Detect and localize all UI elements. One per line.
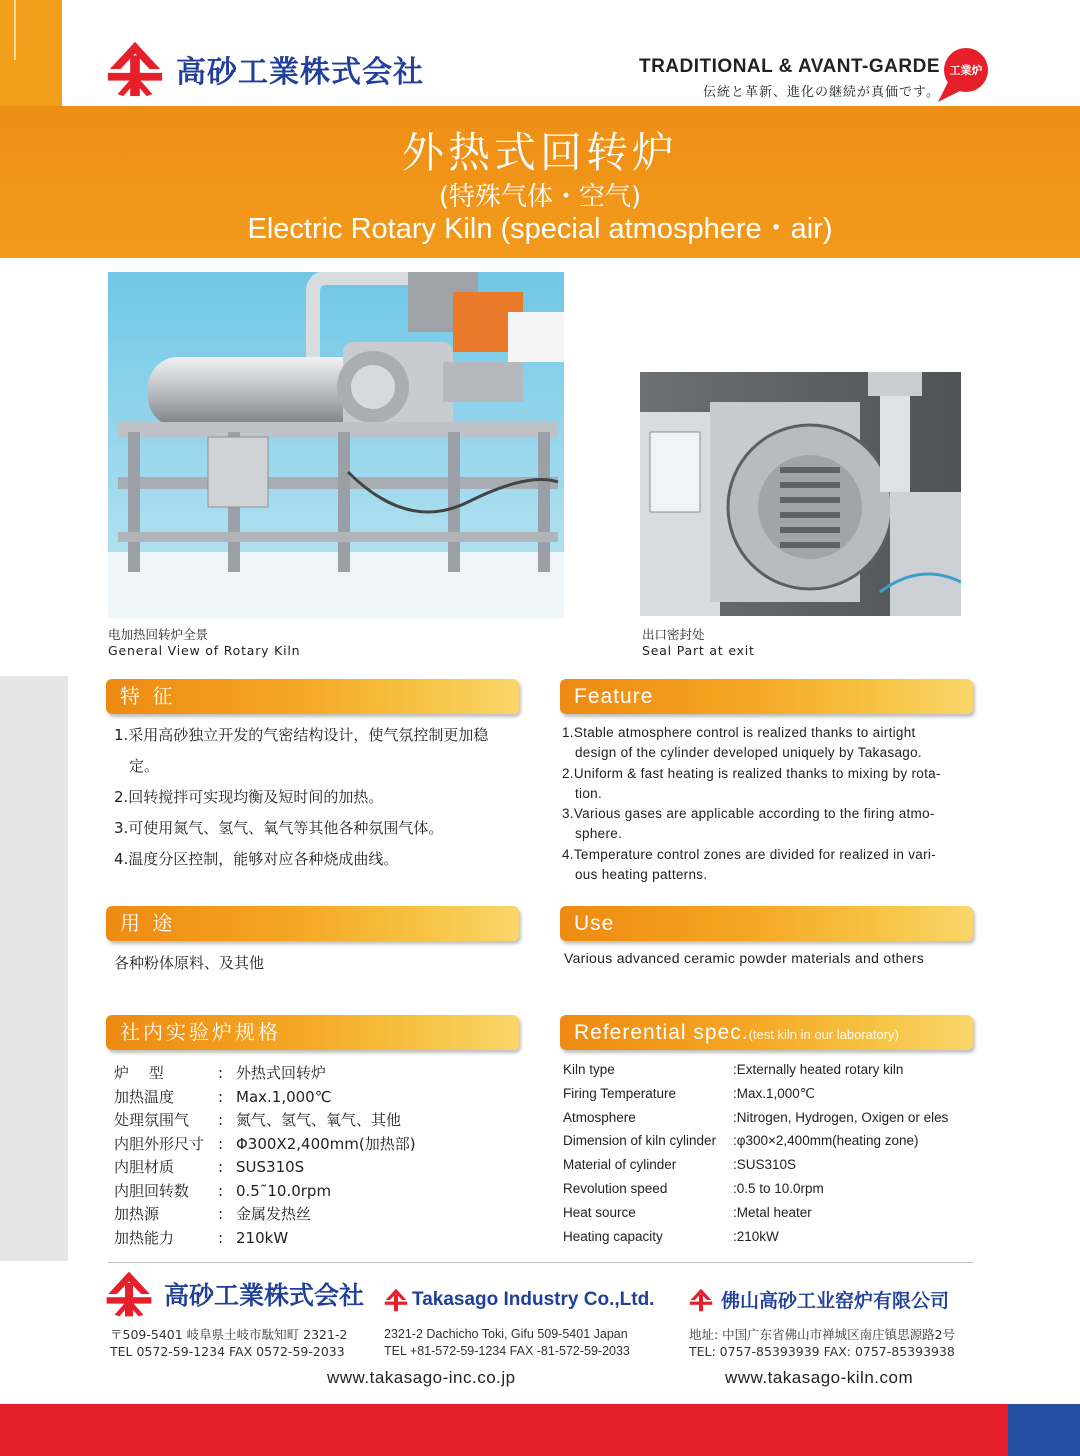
table-row [563, 1177, 948, 1201]
footer-logo-cn [689, 1286, 949, 1313]
takasago-logo-icon [689, 1288, 713, 1312]
spec-value: :SUS310S [733, 1157, 797, 1173]
tagline [639, 56, 940, 100]
list-item: 定。 [129, 757, 160, 775]
spec-value: SUS310S [236, 1158, 305, 1176]
table-row [563, 1225, 948, 1249]
footer-company-cn: 佛山高砂工业窑炉有限公司 [721, 1290, 950, 1312]
use-heading-en: Use [560, 906, 973, 941]
footer-logo-jp [104, 1270, 364, 1318]
spec-value: :0.5 to 10.0rpm [733, 1180, 824, 1196]
spec-value: Max.1,000℃ [236, 1087, 332, 1106]
corner-strip-line [14, 0, 16, 60]
footer-divider [108, 1262, 973, 1263]
spec-colon: : [218, 1087, 224, 1106]
use-text-en: Various advanced ceramic powder materials and others [564, 950, 925, 966]
spec-value: Φ300X2,400mm(加热部) [236, 1134, 416, 1153]
spec-key: Atmosphere [563, 1109, 636, 1125]
spec-key: Heating capacity [563, 1228, 663, 1244]
spec-value: :Max.1,000℃ [733, 1085, 815, 1101]
table-row [563, 1201, 948, 1225]
footer-address-jp [110, 1326, 347, 1360]
footer-company-en: Takasago Industry Co.,Ltd. [412, 1289, 655, 1310]
list-item: 2.Uniform & fast heating is realized thanks to mixing by rota- [562, 765, 941, 781]
table-row [114, 1062, 416, 1086]
footer-address-cn [689, 1326, 955, 1360]
table-row [114, 1180, 416, 1204]
main-photo-caption [108, 627, 300, 659]
footer-logo-en [384, 1288, 654, 1312]
feature-heading-cn: 特 征 [106, 679, 519, 714]
detail-photo-caption [642, 627, 755, 659]
feature-list-cn [114, 720, 519, 875]
page-subtitle: (特殊气体・空气) [438, 182, 642, 212]
list-item: sphere. [575, 826, 623, 842]
website-link-jp[interactable]: www.takasago-inc.co.jp [327, 1368, 516, 1387]
company-name: 高砂工業株式会社 [176, 55, 424, 90]
spec-key: Heat source [563, 1204, 636, 1220]
table-row [563, 1153, 948, 1177]
tagline-main: TRADITIONAL & AVANT-GARDE [638, 56, 940, 77]
spec-heading-cn: 社内实验炉规格 [106, 1015, 519, 1050]
address-line: 地址: 中国广东省佛山市禅城区南庄镇思源路2号 [689, 1327, 956, 1342]
page-title-en: Electric Rotary Kiln (special atmosphere・air) [247, 213, 833, 245]
tagline-sub: 伝統と革新、進化の継続が真価です。 [703, 85, 940, 100]
table-row [114, 1133, 416, 1157]
footer-address-en [384, 1326, 630, 1360]
spec-value: :210kW [733, 1228, 779, 1244]
spec-value: 金属发热丝 [236, 1205, 312, 1223]
takasago-logo-icon [384, 1288, 408, 1312]
side-grey-strip [0, 676, 68, 1261]
spec-value: :Nitrogen, Hydrogen, Oxigen or eles [733, 1109, 949, 1125]
spec-key: 加热能力 [114, 1228, 175, 1247]
takasago-logo-icon [106, 40, 164, 98]
contact-line: TEL +81-572-59-1234 FAX -81-572-59-2033 [384, 1344, 630, 1358]
takasago-logo-icon [104, 1270, 154, 1318]
table-row [563, 1082, 948, 1106]
spec-key: 炉 型 [114, 1064, 164, 1082]
list-item: 3.Various gases are applicable according to the firing atmo- [562, 806, 935, 822]
list-item: tion. [575, 785, 603, 801]
company-logo [106, 40, 424, 98]
website-link-cn[interactable]: www.takasago-kiln.com [725, 1368, 914, 1387]
table-row [114, 1086, 416, 1110]
spec-colon: : [218, 1181, 224, 1200]
spec-colon: : [218, 1111, 224, 1129]
industrial-furnace-badge: 工業炉 [949, 64, 983, 77]
spec-key: Firing Temperature [563, 1085, 677, 1101]
list-item: 1.采用高砂独立开发的气密结构设计，使气氛控制更加稳 [114, 726, 489, 744]
detail-photo-caption-cn: 出口密封处 [642, 627, 705, 642]
spec-value: 氮气、氢气、氧气、其他 [236, 1111, 402, 1129]
list-item: 4.温度分区控制，能够对应各种烧成曲线。 [114, 850, 399, 868]
spec-heading-en-note: (test kiln in our laboratory) [748, 1027, 899, 1042]
use-heading-cn: 用 途 [106, 906, 519, 941]
table-row [563, 1106, 948, 1130]
feature-heading-en: Feature [560, 679, 973, 714]
seal-part-photo [640, 372, 961, 616]
list-item: design of the cylinder developed uniquely by Takasago. [575, 745, 922, 761]
spec-key: Kiln type [563, 1062, 615, 1077]
page-title: 外热式回转炉 [401, 128, 678, 177]
use-text-cn: 各种粉体原料、及其他 [114, 954, 265, 972]
list-item: ous heating patterns. [575, 867, 708, 883]
spec-value: :φ300×2,400mm(heating zone) [733, 1133, 919, 1149]
table-row [114, 1156, 416, 1180]
main-photo-caption-cn: 电加热回转炉全景 [108, 627, 209, 642]
footer-company-jp: 高砂工業株式会社 [164, 1281, 365, 1310]
spec-value: :Externally heated rotary kiln [733, 1062, 904, 1077]
table-row [563, 1129, 948, 1153]
table-row [114, 1109, 416, 1133]
table-row [114, 1227, 416, 1251]
spec-value: 外热式回转炉 [236, 1064, 327, 1082]
table-row [114, 1203, 416, 1227]
bottom-blue-block [1008, 1404, 1080, 1456]
contact-line: TEL 0572-59-1234 FAX 0572-59-2033 [110, 1344, 345, 1359]
contact-line: TEL: 0757-85393939 FAX: 0757-85393938 [689, 1344, 955, 1359]
spec-colon: : [218, 1064, 224, 1082]
bottom-red-bar [0, 1404, 1080, 1456]
spec-colon: : [218, 1158, 224, 1176]
spec-colon: : [218, 1228, 224, 1247]
list-item: 4.Temperature control zones are divided for realized in vari- [562, 846, 936, 862]
spec-value: 0.5˜10.0rpm [236, 1181, 332, 1200]
spec-key: 加热温度 [114, 1087, 175, 1106]
spec-key: 加热源 [114, 1205, 160, 1223]
spec-key: 处理氛围气 [114, 1111, 190, 1129]
spec-key: Dimension of kiln cylinder [563, 1133, 717, 1149]
spec-table-cn [114, 1062, 416, 1250]
spec-heading-en [560, 1015, 973, 1050]
spec-value: 210kW [236, 1228, 289, 1247]
spec-key: 内胆材质 [114, 1158, 175, 1176]
detail-photo-caption-en: Seal Part at exit [642, 643, 755, 658]
spec-key: 内胆外形尺寸 [114, 1134, 205, 1153]
feature-list-en [562, 723, 974, 885]
main-photo-caption-en: General View of Rotary Kiln [108, 643, 301, 658]
address-line: 〒509-5401 岐阜県土岐市駄知町 2321-2 [110, 1327, 348, 1342]
list-item: 1.Stable atmosphere control is realized thanks to airtight [562, 725, 916, 740]
list-item: 2.回转搅拌可实现均衡及短时间的加热。 [114, 788, 384, 806]
spec-key: Material of cylinder [563, 1157, 677, 1173]
spec-value: :Metal heater [733, 1204, 812, 1220]
spec-table-en [563, 1058, 948, 1248]
corner-strip [0, 0, 62, 106]
spec-colon: : [218, 1205, 224, 1223]
rotary-kiln-photo [108, 272, 564, 618]
spec-key: 内胆回转数 [114, 1181, 190, 1200]
spec-key: Revolution speed [563, 1180, 668, 1196]
address-line: 2321-2 Dachicho Toki, Gifu 509-5401 Japan [384, 1327, 628, 1341]
table-row [563, 1058, 948, 1082]
spec-heading-en-text: Referential spec. [574, 1021, 749, 1044]
list-item: 3.可使用氮气、氢气、氧气等其他各种氛围气体。 [114, 819, 444, 837]
spec-colon: : [218, 1134, 224, 1153]
